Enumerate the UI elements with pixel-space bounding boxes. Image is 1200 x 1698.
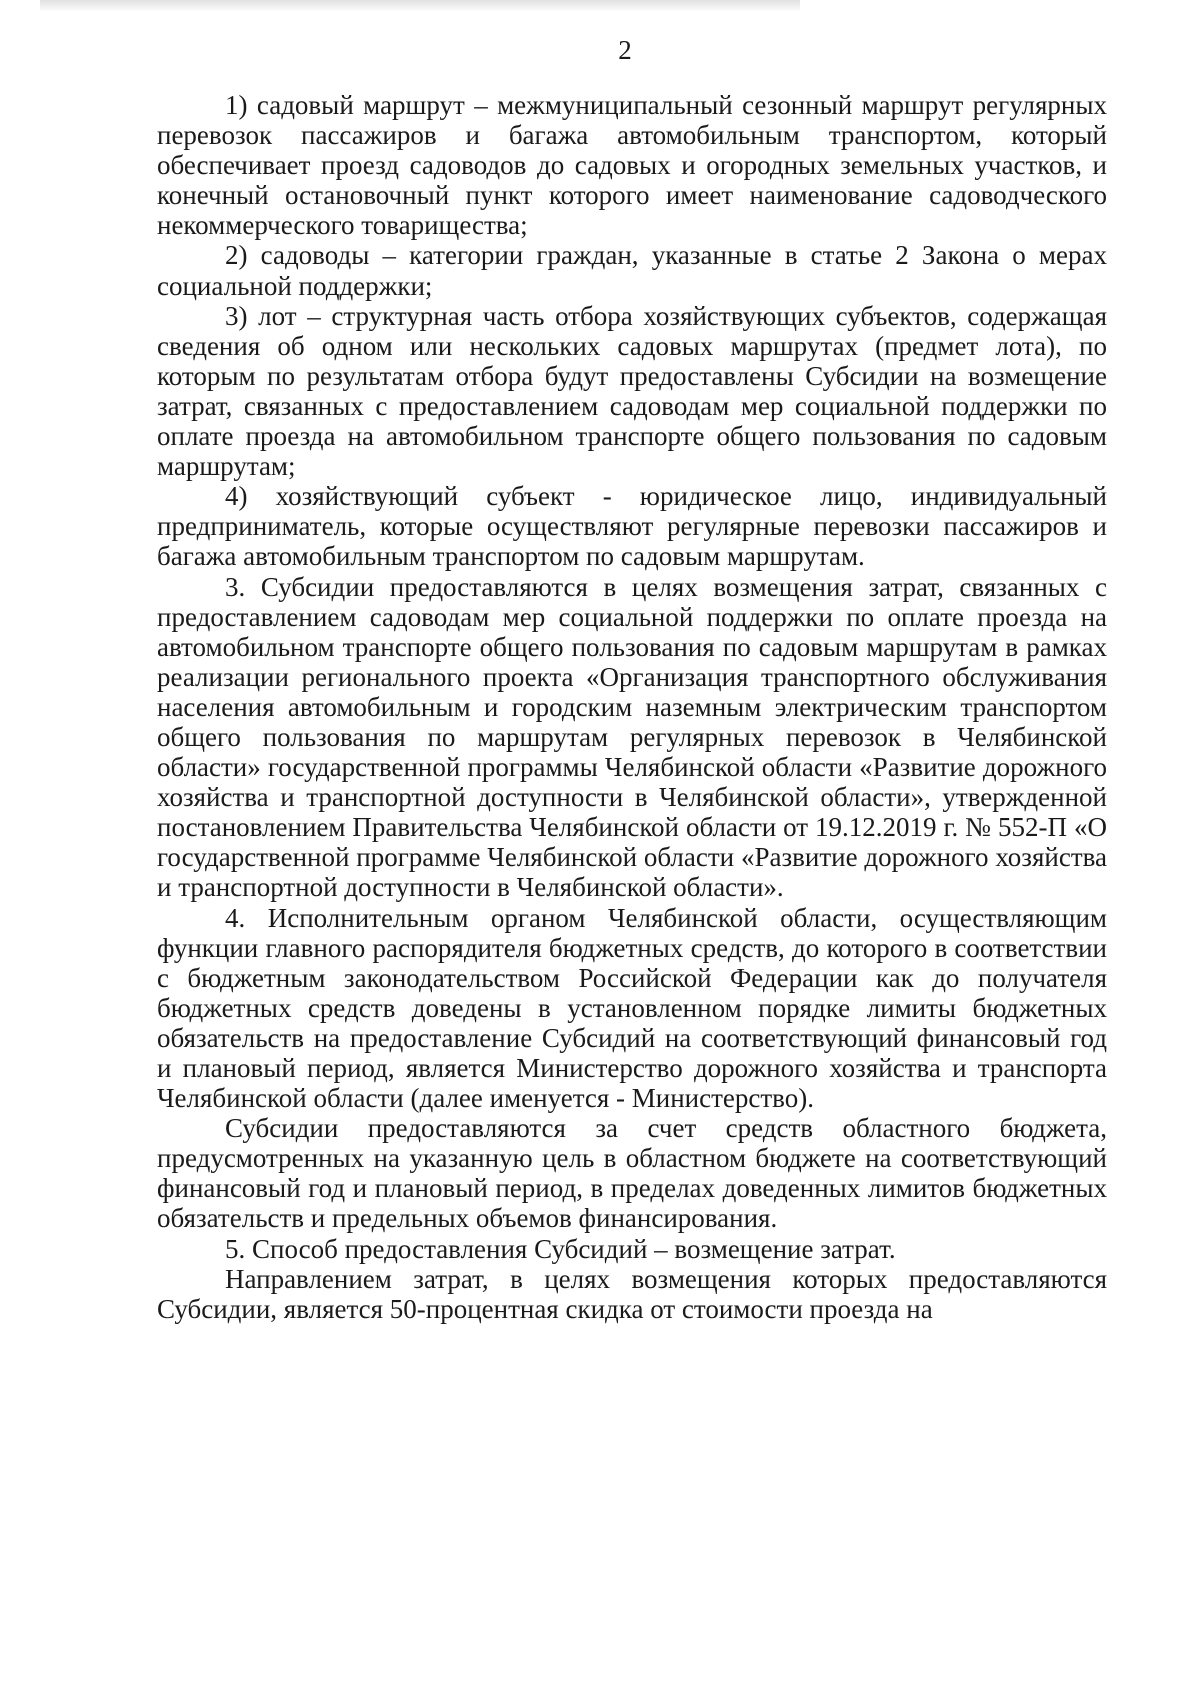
paragraph-definition-garden-route: 1) садовый маршрут – межмуниципальный сезонный маршрут регулярных перевозок пассажиров и багажа автомобильным транспортом, который обеспечивает проезд садоводов до садовых и огородных земельных участков, и конечный остановочный пункт которого имеет наименование садоводческого некоммерческого товарищества; <box>157 90 1107 241</box>
document-body <box>157 90 1107 1324</box>
scan-edge-shadow <box>40 0 800 12</box>
paragraph-section-5-method: 5. Способ предоставления Субсидий – возмещение затрат. <box>225 1233 896 1264</box>
paragraph-definition-business-entity: 4) хозяйствующий субъект - юридическое лицо, индивидуальный предприниматель, которые осуществляют регулярные перевозки пассажиров и багажа автомобильным транспортом по садовым маршрутам. <box>157 481 1107 572</box>
paragraph-funding-source: Субсидии предоставляются за счет средств областного бюджета, предусмотренных на указанную цель в областном бюджете на соответствующий финансовый год и плановый период, в пределах доведенных лимитов бюджетных обязательств и предельных объемов финансирования. <box>157 1113 1107 1234</box>
paragraph-section-3-purpose: 3. Субсидии предоставляются в целях возмещения затрат, связанных с предоставлением садоводам мер социальной поддержки по оплате проезда на автомобильном транспорте общего пользования по садовым маршрутам в рамках реализации регионального проекта «Организация транспортного обслуживания населения автомобильным и городским наземным электрическим транспортом общего пользования по маршрутам регулярных перевозок в Челябинской области» государственной программы Челябинской области «Развитие дорожного хозяйства и транспортной доступности в Челябинской области», утвержденной постановлением Правительства Челябинской области от 19.12.2019 г. № 552-П «О государственной программе Челябинской области «Развитие дорожного хозяйства и транспортной доступности в Челябинской области». <box>157 571 1107 903</box>
paragraph-definition-gardeners: 2) садоводы – категории граждан, указанные в статье 2 Закона о мерах социальной поддержки; <box>157 240 1107 301</box>
page-number: 2 <box>618 35 632 65</box>
paragraph-cost-direction: Направлением затрат, в целях возмещения которых предоставляются Субсидии, является 50-процентная скидка от стоимости проезда на <box>157 1263 1107 1324</box>
paragraph-definition-lot: 3) лот – структурная часть отбора хозяйствующих субъектов, содержащая сведения об одном или нескольких садовых маршрутах (предмет лота), по которым по результатам отбора будут предоставлены Субсидии на возмещение затрат, связанных с предоставлением садоводам мер социальной поддержки по оплате проезда на автомобильном транспорте общего пользования по садовым маршрутам; <box>157 300 1107 482</box>
paragraph-section-4-executive-body: 4. Исполнительным органом Челябинской области, осуществляющим функции главного распорядителя бюджетных средств, до которого в соответствии с бюджетным законодательством Российской Федерации как до получателя бюджетных средств доведены в установленном порядке лимиты бюджетных обязательств на предоставление Субсидий на соответствующий финансовый год и плановый период, является Министерство дорожного хозяйства и транспорта Челябинской области (далее именуется - Министерство). <box>157 902 1107 1114</box>
